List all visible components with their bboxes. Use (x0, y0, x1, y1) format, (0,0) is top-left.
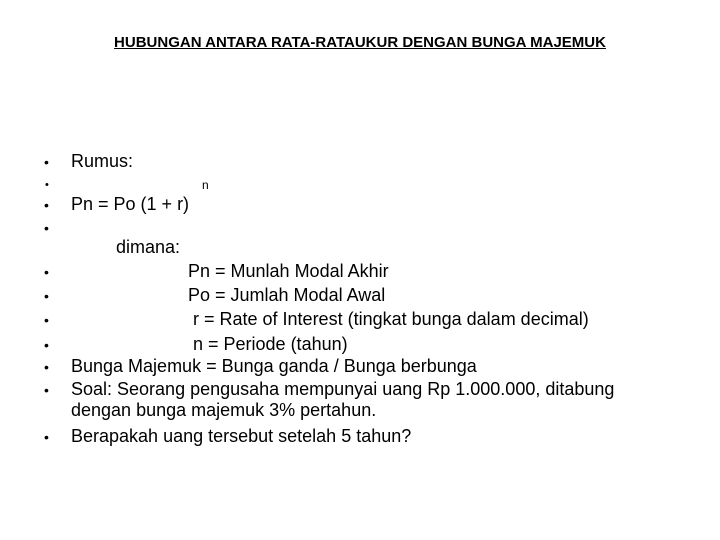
bullet-8: • (44, 337, 49, 353)
rumus-label: Rumus: (71, 151, 134, 171)
bullet-2: • (45, 179, 49, 191)
pn-definition: Pn = Munlah Modal Akhir (188, 261, 389, 281)
formula-exponent: n (202, 178, 209, 192)
bullet-5: • (44, 264, 49, 280)
page-title: HUBUNGAN ANTARA RATA-RATAUKUR DENGAN BUNGA MAJEMUK (114, 34, 606, 51)
question-text: Berapakah uang tersebut setelah 5 tahun? (71, 426, 412, 446)
bullet-9: • (44, 359, 49, 375)
n-definition: n = Periode (tahun) (193, 334, 348, 354)
bullet-7: • (44, 312, 49, 328)
r-definition: r = Rate of Interest (tingkat bunga dalam decimal) (193, 309, 589, 329)
bullet-3: • (44, 197, 49, 213)
bullet-10: • (44, 382, 49, 398)
soal-line-1: Soal: Seorang pengusaha mempunyai uang Rp 1.000.000, ditabung (71, 379, 615, 399)
soal-line-2: dengan bunga majemuk 3% pertahun. (71, 400, 377, 420)
formula-text: Pn = Po (1 + r) (71, 194, 190, 214)
bullet-6: • (44, 288, 49, 304)
po-definition: Po = Jumlah Modal Awal (188, 285, 386, 305)
dimana-label: dimana: (116, 237, 181, 257)
bullet-11: • (44, 429, 49, 445)
bullet-1: • (44, 154, 49, 170)
bullet-4: • (44, 220, 49, 236)
bunga-majemuk-text: Bunga Majemuk = Bunga ganda / Bunga berbunga (71, 356, 477, 376)
